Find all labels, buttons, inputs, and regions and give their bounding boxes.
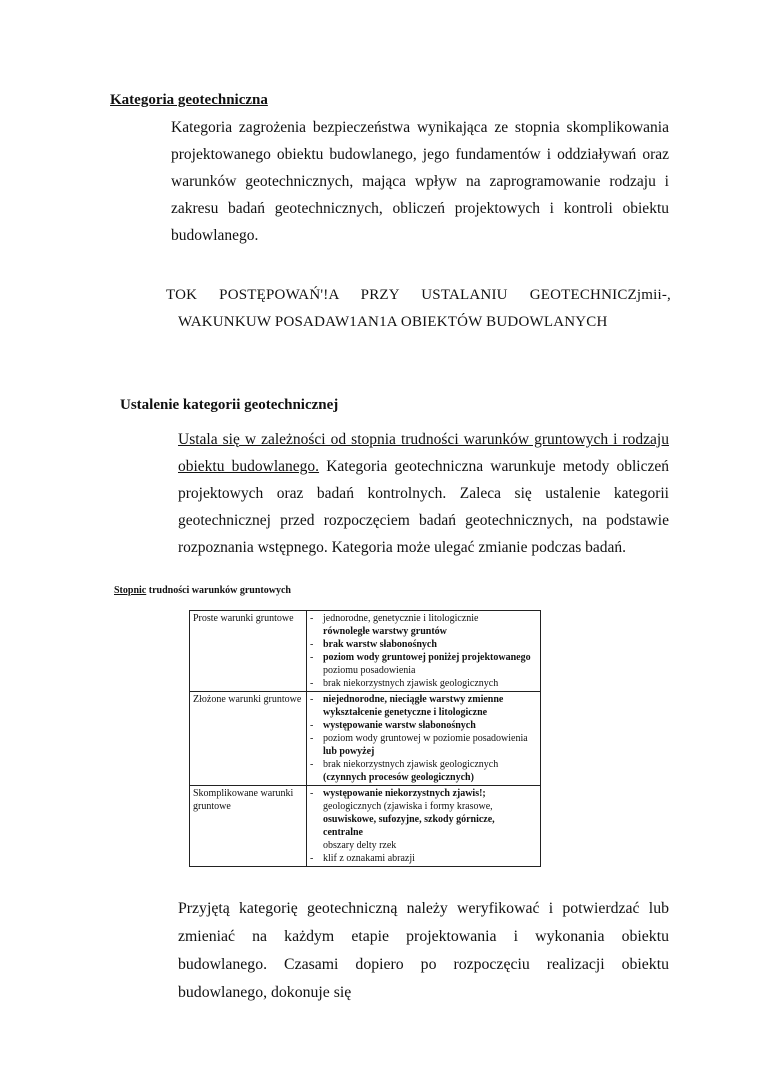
list-item: - brak warstw słabonośnych — [310, 639, 437, 650]
row-label: Proste warunki gruntowe — [190, 611, 307, 692]
soil-conditions-table — [189, 610, 541, 867]
list-item: wykształcenie genetyczne i litologiczne — [323, 707, 488, 718]
list-item: - poziom wody gruntowej poniżej projektowanego — [310, 652, 531, 663]
list-item: - występowanie warstw słabonośnych — [310, 720, 476, 731]
procedure-title-line2: WAKUNKUW POSADAW1AN1A OBIEKTÓW BUDOWLANYCH — [178, 314, 608, 330]
list-item: - klif z oznakami abrazji — [310, 853, 415, 864]
verification-paragraph: Przyjętą kategorię geotechniczną należy weryfikować i potwierdzać lub zmieniać na każdym etapie projektowania i wykonania obiektu budowlanego. Czasami dopiero po rozpoczęciu realizacji obiektu budowlanego, dokonuje się — [178, 900, 669, 1001]
list-item: - jednorodne, genetycznie i litologicznie — [310, 613, 479, 624]
list-item: geologicznych (zjawiska i formy krasowe, — [323, 801, 493, 812]
section-heading-kategoria: Kategoria geotechniczna — [110, 92, 268, 108]
section-heading-ustalenie: Ustalenie kategorii geotechnicznej — [120, 397, 339, 413]
ustalenie-underlined-text: Ustala się w zależności od stopnia trudności warunków gruntowych i rodzaju obiektu budowlanego. — [178, 431, 669, 475]
table-caption — [114, 585, 291, 596]
table-row — [190, 692, 541, 786]
list-item: osuwiskowe, sufozyjne, szkody górnicze, centralne — [323, 814, 495, 838]
procedure-title-line1: TOK POSTĘPOWAŃ'!A PRZY USTALANIU GEOTECHNICZjmii-, — [166, 287, 671, 303]
list-item: równoległe warstwy gruntów — [323, 626, 447, 637]
list-item: (czynnych procesów geologicznych) — [323, 772, 474, 783]
ustalenie-rest-text: Kategoria geotechniczna warunkuje metody obliczeń projektowych oraz badań kontrolnych. Zaleca się ustalenie kategorii geotechnicznej przed rozpoczęciem badań geotechnicznych, na podstawie rozpoznania wstępnego. Kategoria może ulegać zmianie podczas badań. — [178, 458, 669, 556]
list-item: - brak niekorzystnych zjawisk geologicznych — [310, 759, 499, 770]
list-item: poziomu posadowienia — [323, 665, 416, 676]
ustalenie-paragraph — [178, 426, 669, 561]
list-item: obszary delty rzek — [323, 840, 397, 851]
list-item: lub powyżej — [323, 746, 375, 757]
table-row — [190, 611, 541, 692]
list-item: - poziom wody gruntowej w poziomie posadowienia — [310, 733, 528, 744]
row-items — [307, 786, 541, 867]
table-row — [190, 786, 541, 867]
list-item: - występowanie niekorzystnych zjawis!; — [310, 788, 486, 799]
row-items — [307, 611, 541, 692]
definition-paragraph: Kategoria zagrożenia bezpieczeństwa wynikająca ze stopnia skomplikowania projektowanego obiektu budowlanego, jego fundamentów i oddziaływań oraz warunków geotechnicznych, mająca wpływ na zaprogramowanie rodzaju i zakresu badań geotechnicznych, obliczeń projektowych i kontroli obiektu budowlanego. — [171, 119, 669, 244]
row-label: Złożone warunki gruntowe — [190, 692, 307, 786]
row-label: Skomplikowane warunki gruntowe — [190, 786, 307, 867]
table-caption-underlined: Stopnic — [114, 585, 147, 596]
list-item: - niejednorodne, nieciągłe warstwy zmienne — [310, 694, 504, 705]
row-items — [307, 692, 541, 786]
list-item: - brak niekorzystnych zjawisk geologicznych — [310, 678, 499, 689]
table-caption-rest: trudności warunków gruntowych — [146, 585, 291, 596]
